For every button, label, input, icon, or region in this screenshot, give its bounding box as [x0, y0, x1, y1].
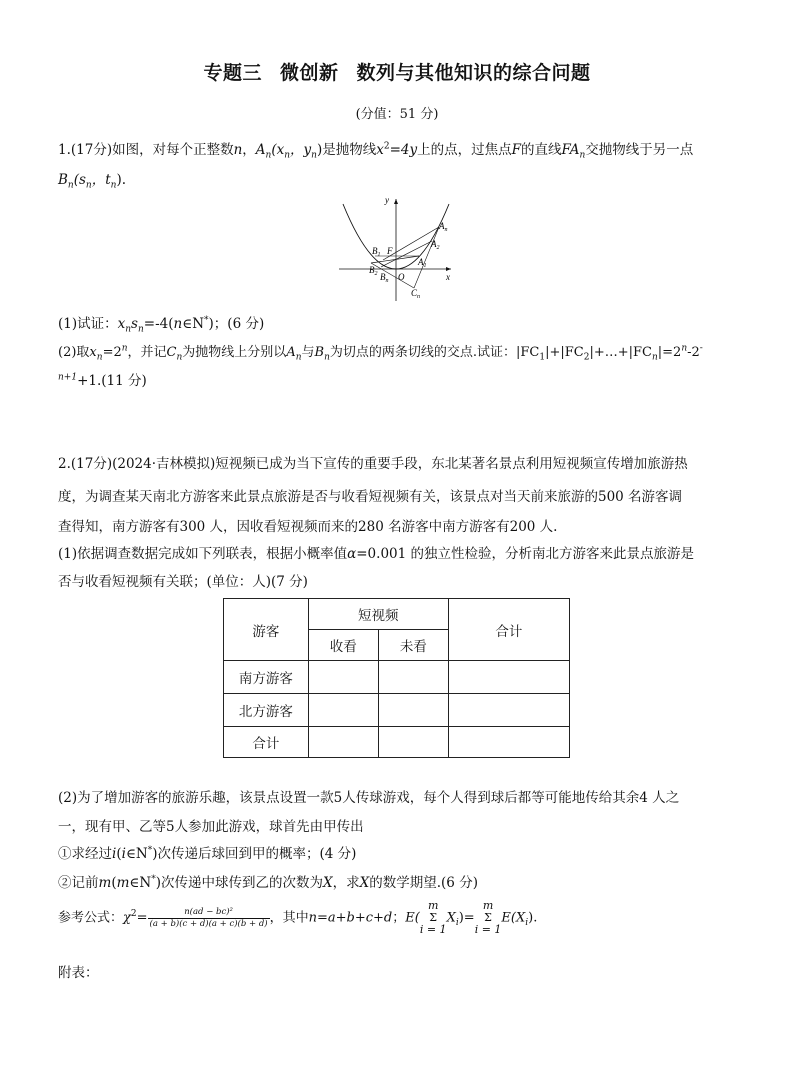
contingency-table — [223, 598, 570, 758]
sum-symbol-1: m Σ i = 1 — [419, 899, 447, 936]
score-note: (分值：51 分) — [355, 107, 439, 122]
chi-square-fraction: $\frac{\text{n(ad − bc)²}}{(a + b)(c + d)(a + c)(b + d)}$ — [149, 906, 268, 929]
q1-part-1: (1)试证：$x_ns_n=-4(n\in N^*)$；(6 分) — [58, 315, 265, 335]
q2-part-1-line-2: 否与收看短视频有关联；(单位：人)(7 分) — [58, 574, 308, 590]
sum-symbol-2: m Σ i = 1 — [474, 899, 502, 936]
row-south: 南方游客 — [224, 661, 309, 694]
x-axis-label: x — [446, 272, 450, 282]
header-visitor: 游客 — [224, 599, 309, 661]
cell-south-total — [448, 661, 569, 694]
header-watch: 收看 — [308, 630, 378, 661]
q2-part-1-line-1: (1)依据调查数据完成如下列联表，根据小概率值α=0.001 的独立性检验，分析南北方游客来此景点旅游是 — [58, 546, 694, 562]
svg-text:Bn: $B_n$ — [380, 272, 389, 284]
q2-sub-1: ①求经过i(i∈N*)次传递后球回到甲的概率；(4 分) — [58, 845, 357, 862]
parabola-figure — [335, 196, 455, 304]
svg-text:B1: $B_1$ — [372, 246, 381, 258]
cell-total-total — [448, 727, 569, 758]
title-part-3: 数列与其他知识的综合问题 — [356, 62, 591, 84]
cell-north-total — [448, 694, 569, 727]
cell-total-watch — [308, 727, 378, 758]
svg-text:B2: $B_2$ — [369, 265, 378, 277]
svg-text:O: O — [398, 272, 405, 282]
q1-stem-line-2: $B_n(s_n$，$t_n$). — [58, 172, 127, 191]
header-total: 合计 — [448, 599, 569, 661]
q2-sub-2: ②记前m(m∈N*)次传递中球传到乙的次数为X，求X的数学期望.(6 分) — [58, 874, 478, 891]
reference-formula: 参考公式：$\chi^2=$ $\frac{\text{n(ad − bc)²}}{(a + b)(c + d)(a + c)(b + d)}$ ，其中n=a+b+c+d；E( m Σ i = 1 $X_i)=$ m Σ i = 1 $E(X_i)$. — [58, 899, 538, 936]
q2-stem-line-3: 查得知，南方游客有300 人，因收看短视频而来的280 名游客中南方游客有200 人. — [58, 519, 558, 535]
title-part-2: 微创新 — [279, 62, 339, 84]
cell-south-watch — [308, 661, 378, 694]
header-video: 短视频 — [308, 599, 448, 630]
y-axis-label: y — [385, 196, 389, 205]
q1-stem-line-1: 1.(17分)如图，对每个正整数n，$A_n(x_n$，$y_n$)是抛物线$x^2=4y$上的点，过焦点F的直线$FA_n$交抛物线于另一点 — [58, 141, 694, 161]
row-north: 北方游客 — [224, 694, 309, 727]
svg-text:A2: $A_2$ — [431, 239, 440, 251]
q1-part-2-line-1: (2)取$x_n=2^n$，并记$C_n$为抛物线上分别以$A_n$与$B_n$为切点的两条切线的交点.试证：$|FC_1|+|FC_2|+\dots+|FC_n|=2^n-2^-$ — [58, 343, 703, 363]
q2-part-2-line-2: 一，现有甲、乙等5人参加此游戏，球首先由甲传出 — [58, 819, 364, 835]
row-total: 合计 — [224, 727, 309, 758]
svg-text:A1: $A_1$ — [418, 257, 427, 269]
header-nowatch: 未看 — [378, 630, 448, 661]
q2-part-2-line-1: (2)为了增加游客的旅游乐趣，该景点设置一款5人传球游戏，每个人得到球后都等可能地传给其余4 人之 — [58, 790, 680, 806]
svg-text:F: F — [387, 246, 393, 256]
svg-text:Cn: $C_n$ — [411, 288, 421, 300]
q2-stem-line-1: 2.(17分)(2024·吉林模拟)短视频已成为当下宣传的重要手段，东北某著名景点利用短视频宣传增加旅游热 — [58, 456, 688, 472]
page-title — [0, 58, 794, 85]
cell-total-nowatch — [378, 727, 448, 758]
cell-north-nowatch — [378, 694, 448, 727]
appendix-label: 附表： — [58, 965, 99, 981]
title-part-1: 专题三 — [203, 62, 262, 84]
cell-south-nowatch — [378, 661, 448, 694]
q1-part-2-line-2: $^{n+1}$+1.(11 分) — [58, 372, 147, 389]
cell-north-watch — [308, 694, 378, 727]
svg-text:An: $A_n$ — [439, 221, 448, 233]
q2-stem-line-2: 度，为调查某天南北方游客来此景点旅游是否与收看短视频有关，该景点对当天前来旅游的500 名游客调 — [58, 489, 683, 505]
